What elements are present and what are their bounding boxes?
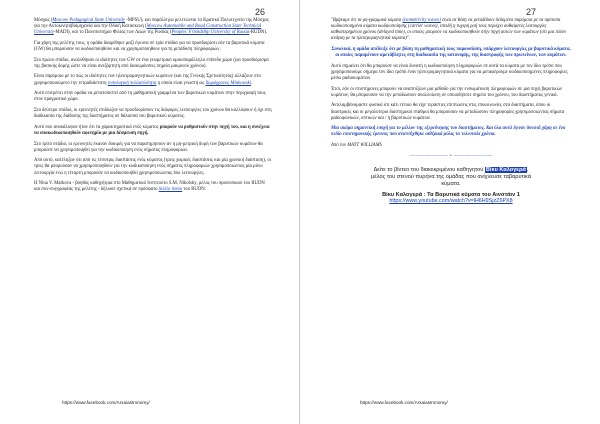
highlight-paragraph: Συνολικά, η ομάδα απέδειξε ότι με βάση τη μαθηματική τους παρουσίαση, υπάρχουν λειτουργίες με βαρυτικά κύματα, οι οποίες παραμένουν αμετάβλητες στη διαδικασία της κατανομής, της διαστροφής των πρωτείνων, των κυμάτων. [331,46,571,59]
text: είναι σε θέση να μεταδίδουν δεδομένα παρόμοια με τα πρότυπα κωδικοποιημένα κύματα κωδικοποίησης (carrier waves), επειδή η τυχερή ροή τους περιέχει αυθαίρετες λειτουργίες καθυστερημένου χρόνου (delayed time), οι οποίες μπορούν να κωδικοποιηθούν στην πηγή αυτών των κυμάτων (ότι μια πλέον ανάγκη με τα ηλεκτρομαγνητικά κύματα)". [331,18,567,42]
text: -MADI), και το Πανεπιστήμιο Φιλίας των Λαών της Ρωσίας ( [53,30,172,36]
link-topology[interactable]: τοπολογική πολλαπλότητα [107,80,157,86]
video-link[interactable]: https://www.youtube.com/watch?v=lH6H9SjzZ6PX8 [389,197,513,204]
page-number-left: 26 [255,7,266,17]
paragraph-5: Αυτό επιτρέπει στην ομάδα να μετατοπιστεί από τη μαθηματική γραμμένα των βαρυτικών κυμάτων στην περιγραφή τους στον πραγματικό χώρο. [34,91,266,103]
page-number-right: 27 [526,7,537,17]
link-minkowski[interactable]: Χωρόχρονος Minkowski [205,80,252,86]
right-page [300,0,600,424]
bold-text: μπορούν να ρυθμιστούν στην πηγή του, και η συνέχεια να αποκωδικοποιηθούν αφετηρία με μια δέσμευση πηγή. [34,124,270,136]
paragraph-3: Στο πρώτο στάδιο, αναλύθηκαν οι ιδιότητες των GW σε ένα γεωμετρικό ομοιοπαράλληλο επίπεδο χώρο (για προσδιόρισμα της βασικής δομής ώστε να είναι ανεξάρτητη από διακυμάνσεις σημεία μακρινού χρόνου). [34,57,269,69]
highlighted-name: Βίκυ Καλογερά [485,166,526,173]
caption-line-1 [331,167,571,174]
link-rudn[interactable]: Peoples' Friendship University of Russia [171,30,250,36]
text: -RUDN). [249,30,268,36]
paragraph-6: Στο δεύτερο στάδιο, οι ερευνητές επιδίωξαν να προσδιορίσουν τις διάφορες λειτουργίες του χρόνου θα καλλύψουν ή όχι στη διαδικασία της διάδοσης της διαστήματος σε θάλασσα του βαρυτικού κύματος. [34,108,272,120]
author-line [331,143,571,149]
paragraph-r1: Αυτό σημαίνει ότι θα μπορούσε να είναι δυνατή η κωδικοποίηση πληροφοριών σε αυτά τα κύματα με τον ίδιο τρόπο που χρησιμοποιούμε σήμερα τον ίδιο τρόπο έναν ηλεκτρομαγνητικά κύματα για να μεταφέρουμε κωδικοποιημένες πληροφορίες μέσω ραδιοκυμάτων. [331,63,568,81]
caption-line-2: μέλος του στενού πυρήνα της ομάδας που ανίχνευσε ταβαρυτικά [371,173,531,180]
paragraph-8: Στο τρίτο στάδιο, οι ερευνητές έκαναν δοκιμές για να παρατηρήσουν αν η μη-μετρική δομή των βαρυτικών κυμάτων θα μπορούσε να χρησιμοποιηθεί για την κωδικοποίηση ενός σήματος πληροφοριών. [34,141,263,153]
author-name: MATT WILLIAMS [347,143,382,149]
separator: ——————— • ——————— [409,153,493,159]
left-page-body [34,18,272,198]
video-title: Βίκυ Καλογερά : Τα Βαρυτικά κύματα του Αινστάιν 1 [382,191,520,198]
text: Είναι παρόμοιο με το πώς οι ιδιότητες των ηλεκτρομαγνητικών κυμάτων (και της Γενικής Σχετικότητας) αλλάζουν στο χρησιμοποιούμενο την τετραδιάστατη [34,74,261,86]
link-madi[interactable]: Moscow Automobile and Road Construction State Technical University [34,24,262,36]
paragraph-r3: Αντιλαμβάνομαστε φυσικά ότι κάτι τέτοιο θα είχε τεράστιες επιπτώσεις στις επικοινωνίες στα διαστήματα, όπου οι διαστρικές και οι μεγαλύτεροι διαστημικοί σταθμοί θα μπορούσαν να μεταδώσουν πληροφορίες χρησιμοποιώντας σήματα ραδιοφωνικών, οπτικών και / ή βαρυτικών κυμάτων. [331,103,565,121]
paragraph-1 [34,18,272,36]
link-press-release[interactable]: δελτίο τύπου [158,187,183,193]
paragraph-r4: Μια ακόμα σημαντική εποχή για το μέλλον της εξερεύνησης του διαστήματος. Και όλα αυτά έγιναν δυνατά χάρη σε ένα πεδίο επιστημονικής έρευνας που αναπτύχθηκε αιθέρικά μόλις τα τελευταία χρόνια. [331,126,566,138]
text: Δείτε το βίντεο του διακεκριμένου καθηγητού [373,166,485,173]
footer-url-left: https://www.facebook.com/Arxaiastronomy/ [62,400,150,405]
text: του RUDN: [182,187,207,193]
text: Η Nina V. Markova - βοηθός καθηγήτρια στο Μαθηματικό Ινστιτούτο S.M. Nikolsky, μέλος του προσωπικού του RUDN και συν-συγγραφέας της μελέτης - δήλωσε σχετικά σε πρόσφατο [34,181,265,193]
right-page-body [331,18,571,204]
paragraph-9: Από αυτό, κατέληξαν ότι από τις τέσσερις διαστάσεις ενός κύματος (τρεις χωρικές διαστάσεις και μία χρονική διάσταση), οι τρεις θα μπορούσαν να χρησιμοποιηθούν για την κωδικοποίηση ενός σήματος πληροφοριών χρησιμοποιώντας μία μόνο λειτουργία ενώ η τέταρτη μπορούσε να κωδικοποιηθεί χρησιμοποιώντας δύο λειτουργίες. [34,158,271,176]
paragraph-7 [34,125,272,137]
paragraph-10 [34,181,272,193]
text: . [251,80,253,86]
quote-paragraph [331,18,571,42]
text: -MPSU), και παράλληλα μελετώνται το Κρατικό Πολυτεχνείο της Μόσχας για την Αυτοκινητοβιομηχανία και την Οδική Κατασκευή ( [34,18,269,30]
text: Αυτό που ανακάλυψαν ήταν ότι τα χαρακτηριστικά ενός κύματος [34,124,160,130]
text: , [526,166,529,173]
text: "Βρήκαμε ότι τα μη-γραμμικά κύματα [331,18,403,23]
link-isometricity[interactable]: (isometricity waves) [402,18,441,23]
text: Από τον [331,143,348,149]
paragraph-4 [34,74,272,86]
paragraph-2: Για χάρη της μελέτης τους, η ομάδα διαιρέθηκε μαζί έγκυνα σε τρία στάδια για να προσδιορίσει εάν τα βαρυτικά κύματα (GW) θα μπορούσαν να κωδικοποιηθούν και να χρησιμοποιηθούν για τη μετάδοση πληροφοριών. [34,40,265,52]
paragraph-r2: Έτσι, εάν οι επιστήμονες μπορούν να αναπτύξουν μια μέθοδο για την ενσωμάτωση πληροφοριών σε μια πηγή βαρυτικών κυμάτων, θα μπορούσαν να την μεταδώσουν αναλλοίωτη σε οποιοδήποτε σημείο του χρόνου, του διαστήματος γενικά. [331,86,563,98]
text: Μόσχας ( [34,18,53,23]
footer-url-right: https://www.facebook.com/Arxaiastronomy/ [360,400,448,405]
link-mpsu[interactable]: Moscow Pedagogical State University [52,18,125,23]
text: η οποία είναι γνωστή ως [156,80,206,86]
caption-line-3: κύματα. [441,180,461,187]
